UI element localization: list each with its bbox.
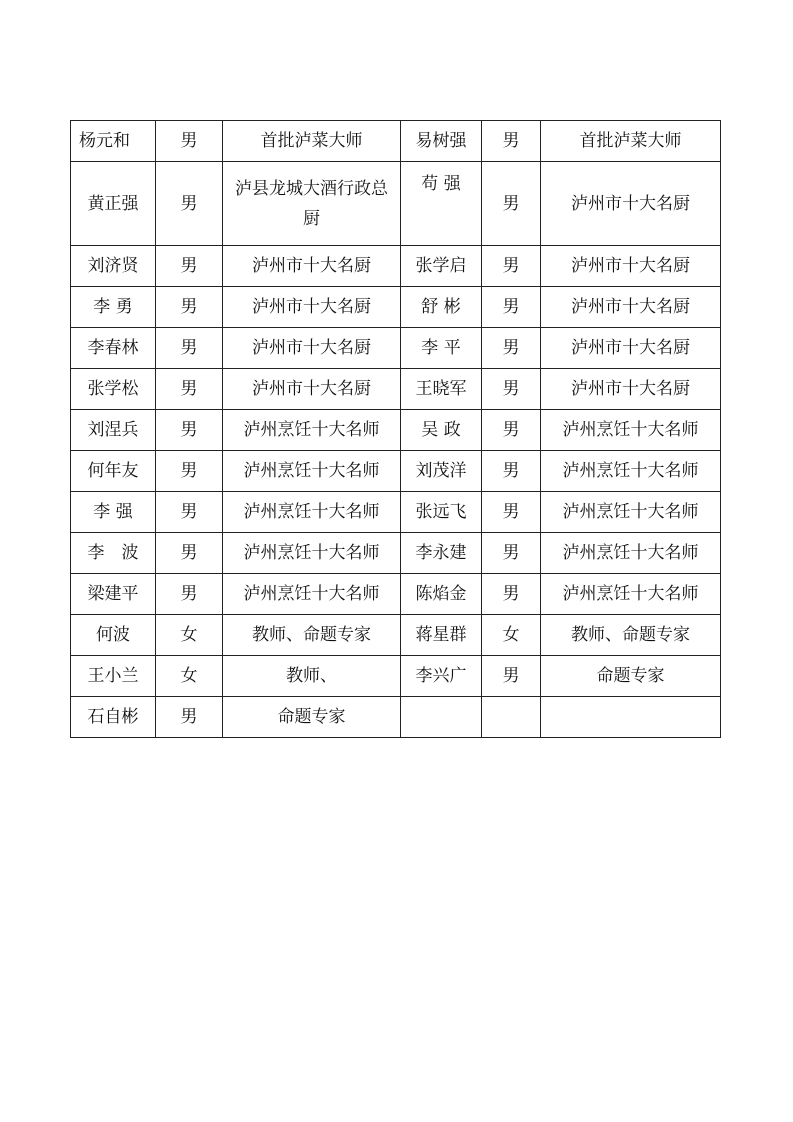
title-cell: 泸州烹饪十大名师 (541, 410, 721, 451)
gender-cell: 男 (156, 451, 223, 492)
table-row (71, 246, 721, 287)
title-cell: 教师、命题专家 (541, 615, 721, 656)
name-cell (401, 697, 482, 738)
table-row (71, 369, 721, 410)
title-cell: 泸州市十大名厨 (223, 369, 401, 410)
name-cell: 吴 政 (401, 410, 482, 451)
name-cell: 舒 彬 (401, 287, 482, 328)
name-cell: 李 平 (401, 328, 482, 369)
name-cell: 黄正强 (71, 162, 156, 246)
gender-cell: 男 (482, 410, 541, 451)
table-row (71, 451, 721, 492)
name-cell: 张学松 (71, 369, 156, 410)
title-cell: 泸州市十大名厨 (541, 328, 721, 369)
title-cell: 命题专家 (223, 697, 401, 738)
name-cell: 蒋星群 (401, 615, 482, 656)
table-row (71, 615, 721, 656)
gender-cell: 男 (482, 121, 541, 162)
gender-cell: 男 (482, 574, 541, 615)
name-cell: 王晓军 (401, 369, 482, 410)
gender-cell: 男 (156, 533, 223, 574)
gender-cell: 男 (482, 328, 541, 369)
table-row (71, 574, 721, 615)
title-cell: 教师、命题专家 (223, 615, 401, 656)
title-cell: 泸州市十大名厨 (223, 287, 401, 328)
name-cell: 陈焰金 (401, 574, 482, 615)
title-cell: 泸州市十大名厨 (541, 246, 721, 287)
gender-cell: 男 (482, 246, 541, 287)
table-row (71, 697, 721, 738)
gender-cell: 男 (156, 287, 223, 328)
title-cell: 泸州烹饪十大名师 (541, 574, 721, 615)
name-cell: 何年友 (71, 451, 156, 492)
name-cell: 杨元和 (71, 121, 156, 162)
title-cell: 教师、 (223, 656, 401, 697)
name-cell: 苟 强 (401, 162, 482, 246)
title-cell: 泸州市十大名厨 (541, 162, 721, 246)
table-row (71, 287, 721, 328)
table-row (71, 533, 721, 574)
title-cell: 首批泸菜大师 (223, 121, 401, 162)
title-cell: 泸州市十大名厨 (541, 287, 721, 328)
name-cell: 何波 (71, 615, 156, 656)
gender-cell: 男 (156, 574, 223, 615)
title-cell: 泸州烹饪十大名师 (223, 410, 401, 451)
title-cell: 泸州烹饪十大名师 (541, 492, 721, 533)
name-cell: 李 强 (71, 492, 156, 533)
gender-cell: 男 (482, 287, 541, 328)
roster-table (70, 120, 721, 738)
title-cell: 泸州烹饪十大名师 (223, 492, 401, 533)
title-cell: 泸州烹饪十大名师 (541, 533, 721, 574)
name-cell: 李 勇 (71, 287, 156, 328)
table-row (71, 656, 721, 697)
title-cell: 命题专家 (541, 656, 721, 697)
title-cell (541, 697, 721, 738)
title-cell: 泸州烹饪十大名师 (223, 451, 401, 492)
title-cell: 泸州市十大名厨 (541, 369, 721, 410)
table-row (71, 492, 721, 533)
name-cell: 张学启 (401, 246, 482, 287)
table-row (71, 328, 721, 369)
title-cell: 泸州烹饪十大名师 (223, 574, 401, 615)
gender-cell: 男 (482, 369, 541, 410)
gender-cell: 男 (156, 121, 223, 162)
title-cell: 泸县龙城大酒行政总厨 (223, 162, 401, 246)
gender-cell: 男 (156, 246, 223, 287)
gender-cell: 男 (156, 369, 223, 410)
title-cell: 首批泸菜大师 (541, 121, 721, 162)
name-cell: 刘涅兵 (71, 410, 156, 451)
gender-cell: 男 (482, 656, 541, 697)
name-cell: 李永建 (401, 533, 482, 574)
title-cell: 泸州市十大名厨 (223, 246, 401, 287)
gender-cell: 男 (156, 697, 223, 738)
title-cell: 泸州市十大名厨 (223, 328, 401, 369)
name-cell: 梁建平 (71, 574, 156, 615)
name-cell: 石自彬 (71, 697, 156, 738)
gender-cell: 男 (156, 410, 223, 451)
gender-cell: 男 (156, 328, 223, 369)
name-cell: 王小兰 (71, 656, 156, 697)
name-cell: 李 波 (71, 533, 156, 574)
gender-cell: 男 (156, 162, 223, 246)
gender-cell: 女 (482, 615, 541, 656)
name-cell: 刘茂洋 (401, 451, 482, 492)
table-row (71, 410, 721, 451)
title-cell: 泸州烹饪十大名师 (541, 451, 721, 492)
table-row (71, 121, 721, 162)
name-cell: 易树强 (401, 121, 482, 162)
gender-cell: 女 (156, 615, 223, 656)
gender-cell: 男 (482, 451, 541, 492)
gender-cell: 男 (482, 162, 541, 246)
gender-cell: 男 (156, 492, 223, 533)
gender-cell: 男 (482, 533, 541, 574)
name-cell: 张远飞 (401, 492, 482, 533)
gender-cell: 女 (156, 656, 223, 697)
name-cell: 李兴广 (401, 656, 482, 697)
table-row (71, 162, 721, 246)
gender-cell: 男 (482, 492, 541, 533)
name-cell: 李春林 (71, 328, 156, 369)
name-cell: 刘济贤 (71, 246, 156, 287)
title-cell: 泸州烹饪十大名师 (223, 533, 401, 574)
gender-cell (482, 697, 541, 738)
